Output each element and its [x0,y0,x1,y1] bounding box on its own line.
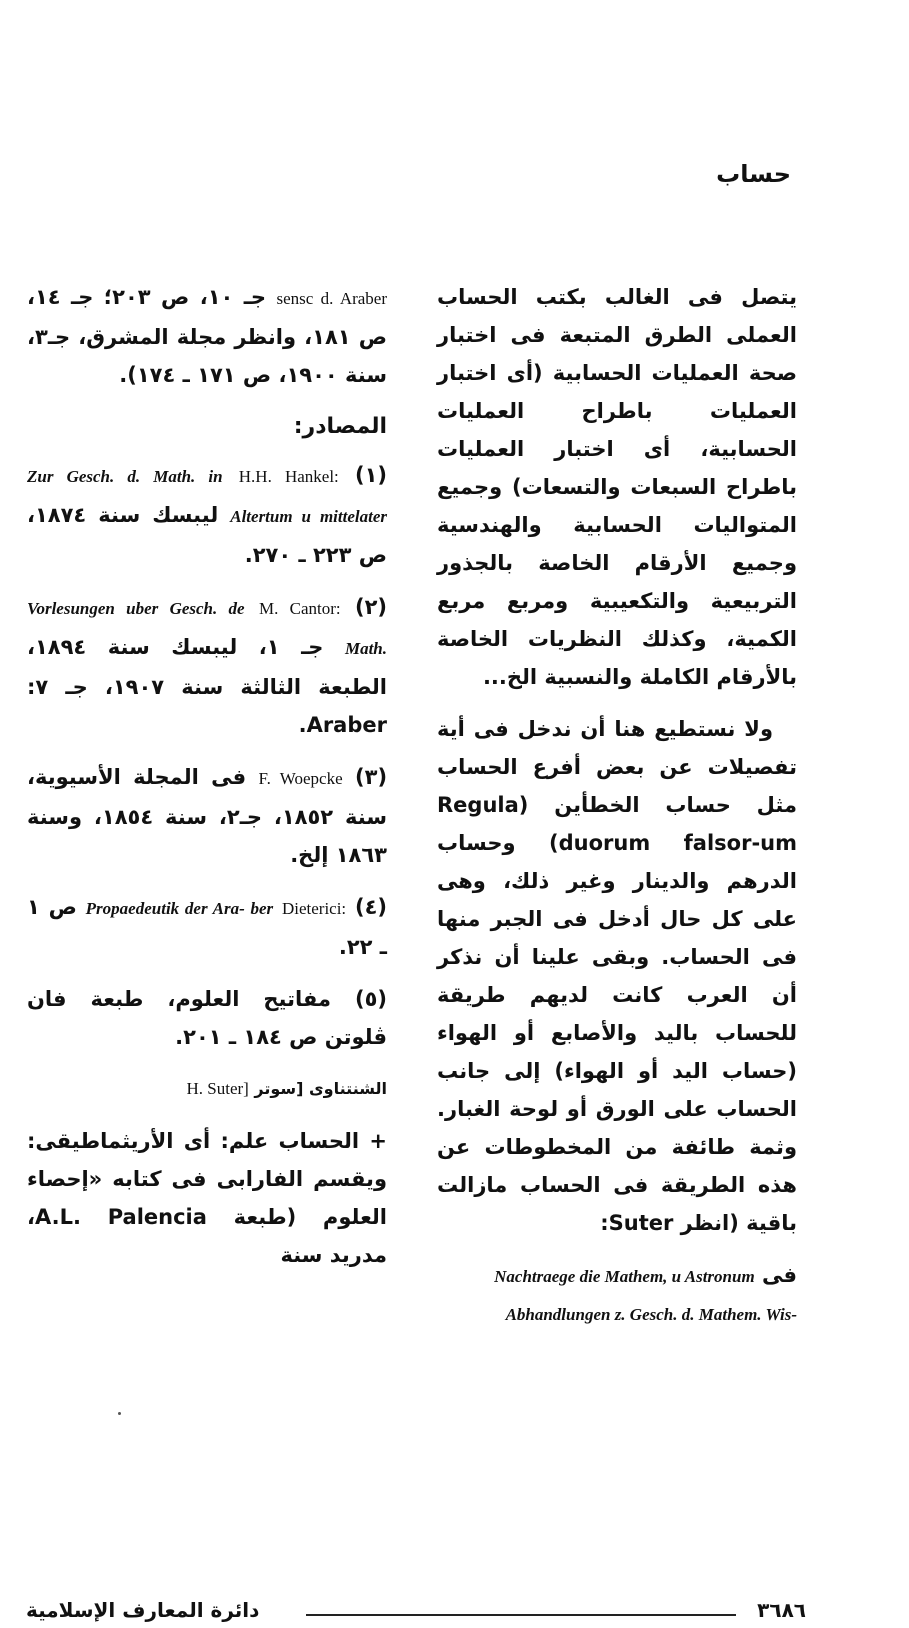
continuation-latin: sensc d. Araber [276,289,388,308]
footer-rule [306,1614,736,1616]
sources-heading: المصادر: [293,414,387,439]
citation-prefix: فى [762,1263,797,1287]
publication-title: دائرة المعارف الإسلامية [26,1598,260,1622]
continuation-arabic: جـ ١٠، ص ٢٠٣؛ جـ ١٤، ص ١٨١، وانظر مجلة المشرق، جـ٣، سنة ١٩٠٠، ص ١٧١ ـ ١٧٤). [27,285,388,387]
citation-line [437,1256,797,1296]
source-entry [27,588,387,744]
citation-title: Abhandlungen z. Gesch. d. Mathem. Wis- [505,1305,797,1324]
source-entry [27,758,387,874]
source-details: مفاتيح العلوم، طبعة فان ڤلوتن ص ١٨٤ ـ ٢٠١. [27,987,387,1049]
source-number: (٥) [354,987,387,1011]
page-footer [26,1598,806,1628]
source-title: Zur Gesch. d. Math. in Altertum u mittelater [27,467,387,526]
continuation-text [27,278,387,394]
source-author: H.H. Hankel: [238,467,339,486]
next-entry: + الحساب علم: أى الأريثماطيقى: ويقسم الفارابى فى كتابه «إحصاء العلوم (طبعة A.L. Palencia، مدريد سنة [27,1129,388,1267]
source-title: Propaedeutik der Ara- ber [85,899,274,918]
paragraph: يتصل فى الغالب بكتب الحساب العملى الطرق المتبعة فى اختبار صحة العمليات الحسابية (أى اختبار العمليات باطراح العمليات الحسابية، أى اختبار العمليات باطراح السبعات والتسعات) وجميع المتواليات الحسابية والهندسية وجميع الأرقام الخاصة بالجذور التربيعية والتكعيبية ومربع مربع الكمية، وكذلك النظريات الخاصة بالأرقام الكاملة والنسبية الخ... [437,285,797,689]
signature-latin: H. Suter] [186,1079,249,1098]
author-signature [27,1070,387,1108]
source-entry [27,980,387,1056]
source-author: M. Cantor: [258,599,341,618]
source-number: (٣) [355,765,388,789]
source-details: فى المجلة الأسيوية، سنة ١٨٥٢، جـ٢، سنة ١٨٥٤، وسنة ١٨٦٣ إلخ. [27,765,387,867]
source-author: F. Woepcke [258,769,343,788]
source-details: ليبسك سنة ١٨٧٤، ص ٢٢٣ ـ ٢٧٠. [27,503,387,567]
source-title: Vorlesungen uber Gesch. de Math. [27,599,387,658]
source-number: (١) [354,463,388,487]
citation-title: Nachtraege die Mathem, u Astronum [494,1267,755,1286]
page-number: ٣٦٨٦ [757,1598,806,1622]
source-author: Dieterici: [281,899,347,918]
paragraph: ولا نستطيع هنا أن ندخل فى أية تفصيلات عن بعض أفرع الحساب مثل حساب الخطأين (Regula duorum falsor-um) وحساب الدرهم والدينار وغير ذلك، وهى على كل حال أدخل فى الجبر منها فى الحساب. وبقى علينا أن نذكر أن العرب كانت لديهم طريقة للحساب باليد والأصابع أو الهواء (حساب اليد أو الهواء) إلى جانب الحساب على الورق أو لوحة الغبار. وثمة طائفة من المخطوطات عن هذه الطريقة فى الحساب مازالت باقية (انظر Suter: [437,717,797,1235]
source-number: (٤) [354,895,388,919]
left-column [27,278,387,1288]
source-number: (٢) [354,595,388,619]
source-details: جـ ١، ليبسك سنة ١٨٩٤، الطبعة الثالثة سنة ١٩٠٧، جـ ٧: Araber. [27,635,387,737]
source-entry [27,456,387,574]
running-header: حساب [716,160,791,188]
right-column [437,278,797,1334]
signature-arabic: الشنتناوى [سوتر [254,1079,387,1098]
source-entry [27,888,387,966]
scan-speck [118,1412,121,1415]
source-details: ص ١ ـ ٢٢. [27,895,387,959]
